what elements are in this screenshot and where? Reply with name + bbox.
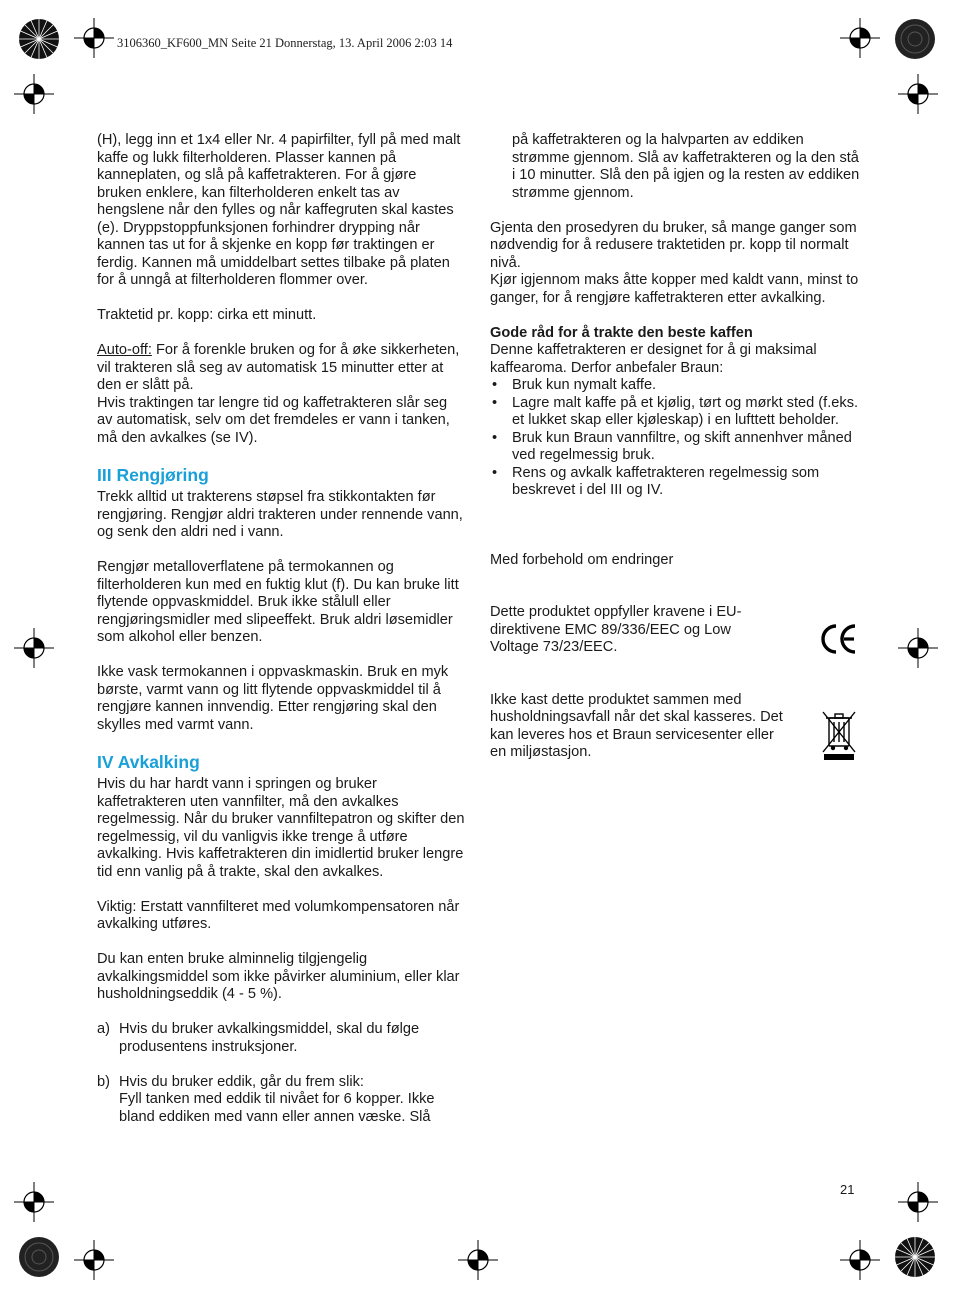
bullet: • [492,394,498,411]
starburst-target-icon [894,18,936,60]
reservation-note: Med forbehold om endringer [490,551,674,568]
paragraph: på kaffetrakteren og la halvparten av eddiken strømme gjennom. Slå av kaffetrakteren og la den stå i 10 minutter. Slå den på igjen og la resten av eddiken strømme gjennom. [512,132,860,201]
section-heading-descaling: IV Avkalking [97,752,200,772]
left-column [97,132,465,1144]
registration-mark-icon [898,74,938,114]
tips-heading: Gode råd for å trakte den beste kaffen [490,324,753,341]
registration-mark-icon [898,628,938,668]
list-item-a [97,1021,465,1056]
paragraph: Ikke vask termokannen i oppvaskmaskin. Bruk en myk børste, varmt vann og litt flytende oppvaskmiddel til å rengjøre kannen innvendig. Etter rengjøring skal den skylles med varmt vann. [97,664,449,733]
registration-mark-icon [840,18,880,58]
starburst-target-icon [18,1236,60,1278]
auto-off-text: For å forenkle bruken og for å øke sikkerheten, vil trakteren slå seg av automatisk 15 minutter etter at den er slått på. [97,342,460,393]
item-text: Hvis du bruker avkalkingsmiddel, skal du følge produsentens instruksjoner. [119,1021,420,1055]
registration-mark-icon [458,1240,498,1280]
page-number: 21 [840,1182,855,1197]
item-label: b) [97,1073,110,1090]
paragraph: Du kan enten bruke alminnelig tilgjengelig avkalkingsmiddel som ikke påvirker aluminium, eller klar husholdningseddik (4 - 5 %). [97,951,460,1002]
paragraph: Denne kaffetrakteren er designet for å gi maksimal kaffearoma. Derfor anbefaler Braun: [490,342,817,376]
list-item: • Bruk kun nymalt kaffe. [492,377,657,393]
starburst-target-icon [894,1236,936,1278]
list-item-b [97,1074,465,1127]
paragraph: Rengjør metalloverflatene på termokannen og filterholderen kun med en fuktig klut (f). Du kan bruke litt flytende oppvaskmiddel. Bruk ikke stålull eller rengjøringsmidler med slipeeffekt. Bruk aldri løsemidler som alkohol eller benzen. [97,559,459,645]
starburst-target-icon [18,18,60,60]
item-text: Fyll tanken med eddik til nivået for 6 kopper. Ikke bland eddiken med vann eller annen væske. Slå [119,1091,435,1125]
ce-mark-icon [820,622,858,656]
registration-mark-icon [14,74,54,114]
paragraph: Gjenta den prosedyren du bruker, så mange ganger som nødvendig for å redusere traktetiden pr. kopp til normalt nivå. [490,219,857,271]
right-column [490,132,860,779]
section-heading-cleaning: III Rengjøring [97,465,209,485]
item-label: a) [97,1021,110,1037]
paragraph: Trekk alltid ut trakterens støpsel fra stikkontakten før rengjøring. Rengjør aldri trakteren under rennende vann, og senk den aldri ned i vann. [97,489,463,540]
paragraph: Viktig: Erstatt vannfilteret med volumkompensatoren når avkalking utføres. [97,898,460,932]
disposal-text: Ikke kast dette produktet sammen med husholdningsavfall når det skal kasseres. Det kan leveres hos et Braun servicesenter eller en miljøstasjon. [490,691,783,760]
paragraph: (H), legg inn et 1x4 eller Nr. 4 papirfilter, fyll på med malt kaffe og lukk filterholderen. Plasser kannen på kanneplaten, og slå på kaffetrakteren. For å gjøre bruken enklere, kan filterholderen enkelt tas av hengslene når den fylles og når kaffegruten skal kastes (e). Dryppstoppfunksjonen forhindrer drypping når kannen tas ut for å skjenke en kopp før traktingen er ferdig. Kannen må umiddelbart settes tilbake på platen for å unngå at filterholderen flommer over. [97,132,461,288]
ce-compliance-text: Dette produktet oppfyller kravene i EU-direktivene EMC 89/336/EEC og Low Voltage 73/23/EEC. [490,604,742,655]
paragraph: Kjør igjennom maks åtte kopper med kaldt vann, minst to ganger, for å rengjøre kaffetrakteren etter avkalking. [490,272,859,306]
registration-mark-icon [74,1240,114,1280]
paragraph: Hvis du har hardt vann i springen og bruker kaffetrakteren uten vannfilter, må den avkalkes regelmessig. Når du bruker vannfiltepatron og skifter den regelmessig, vil du vanligvis ikke trenge å utføre avkalking. Hvis kaffetrakteren din imidlertid bruker lengre tid enn vanlig på å trakte, skal den avkalkes. [97,776,465,880]
crossed-bin-icon [820,710,858,764]
registration-mark-icon [898,1182,938,1222]
auto-off-label: Auto-off: [97,342,152,358]
bullet: • [492,377,498,393]
paragraph: Traktetid pr. kopp: cirka ett minutt. [97,307,317,323]
bullet: • [492,429,498,446]
list-item: • Lagre malt kaffe på et kjølig, tørt og mørkt sted (f.eks. et lukket skap eller kjøleskap) i en lufttett beholder. [492,394,859,428]
registration-mark-icon [14,1182,54,1222]
tips-list [490,377,860,500]
auto-off-paragraph [97,342,465,395]
registration-mark-icon [840,1240,880,1280]
list-item: • Rens og avkalk kaffetrakteren regelmessig som beskrevet i del III og IV. [492,464,820,498]
print-header: 3106360_KF600_MN Seite 21 Donnerstag, 13. April 2006 2:03 14 [117,36,453,50]
registration-mark-icon [74,18,114,58]
bullet: • [492,464,498,481]
paragraph: Hvis traktingen tar lengre tid og kaffetrakteren slår seg av automatisk, selv om det fremdeles er vann i tanken, må den avkalkes (se IV). [97,394,450,446]
list-item: • Bruk kun Braun vannfiltre, og skift annenhver måned ved regelmessig bruk. [492,429,852,463]
item-text: Hvis du bruker eddik, går du frem slik: [119,1073,364,1090]
registration-mark-icon [14,628,54,668]
